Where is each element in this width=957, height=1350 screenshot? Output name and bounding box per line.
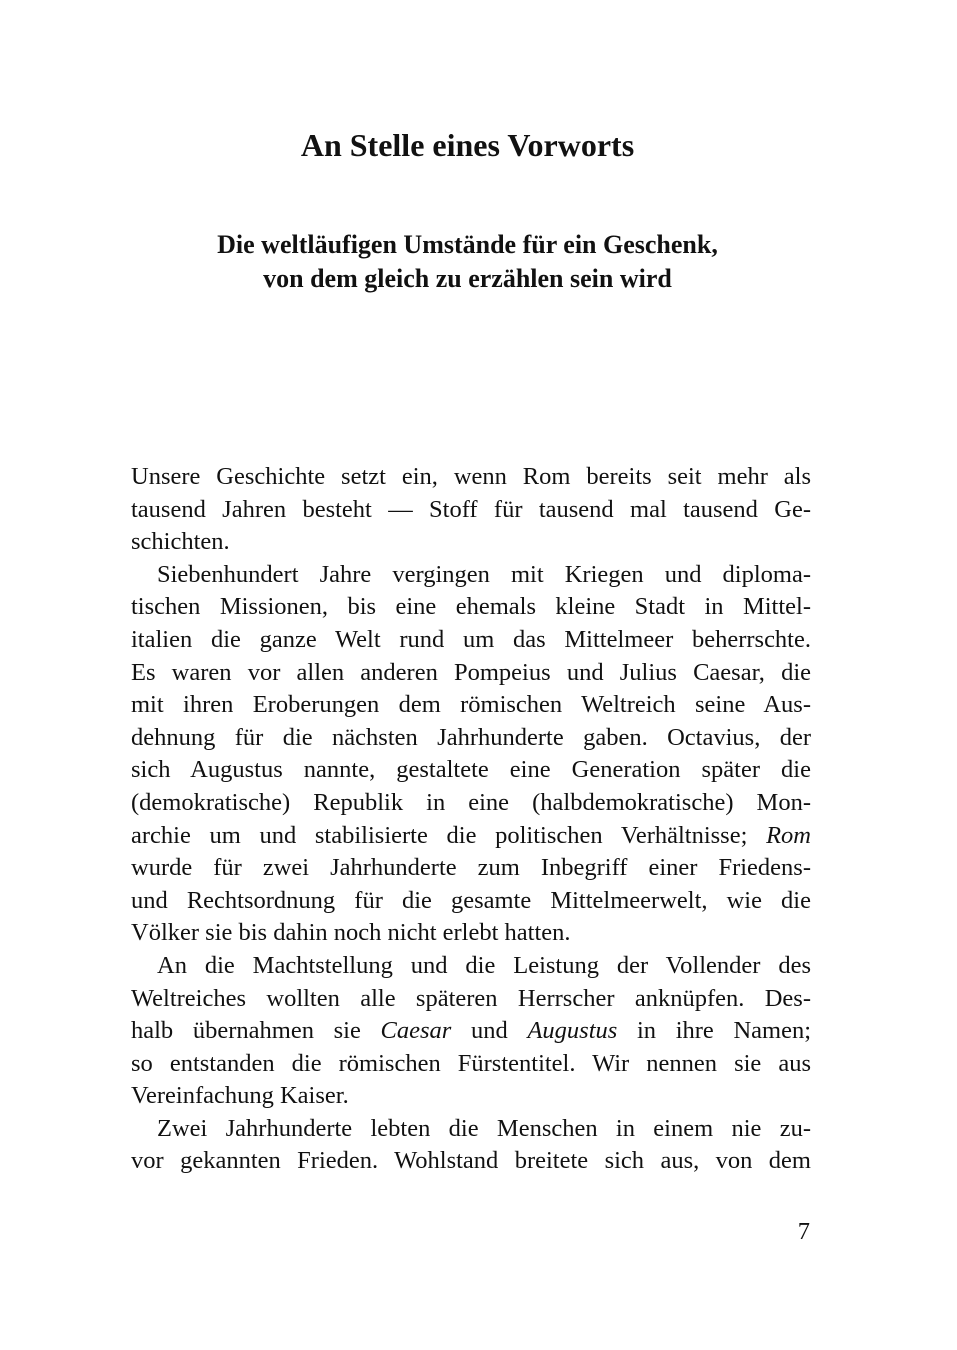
body-line: sich Augustus nannte, gestaltete eine Generation später die (131, 756, 811, 784)
body-line: tischen Missionen, bis eine ehemals kleine Stadt in Mittel- (131, 593, 811, 621)
body-line: und Rechtsordnung für die gesamte Mittelmeerwelt, wie die (131, 886, 811, 914)
body-line-italic: Augustus (527, 1017, 618, 1045)
page-title: An Stelle eines Vorworts (300, 127, 635, 163)
body-line: Siebenhundert Jahre vergingen mit Kriegen und diploma- (157, 560, 811, 588)
body-line: Unsere Geschichte setzt ein, wenn Rom bereits seit mehr als (131, 463, 811, 490)
body-line: schichten. (131, 528, 230, 556)
body-line: wurde für zwei Jahrhunderte zum Inbegriff einer Friedens- (131, 854, 811, 882)
body-line-text: halb übernahmen sie (131, 1017, 361, 1045)
body-line: so entstanden die römischen Fürstentitel. Wir nennen sie aus (131, 1049, 811, 1077)
body-line: dehnung für die nächsten Jahrhunderte gaben. Octavius, der (131, 723, 811, 751)
body-line: vor gekannten Frieden. Wohlstand breitete sich aus, von dem (131, 1147, 811, 1175)
body-line: Es waren vor allen anderen Pompeius und Julius Caesar, die (131, 658, 811, 686)
body-line: (demokratische) Republik in eine (halbdemokratische) Mon- (131, 788, 811, 816)
body-line: Weltreiches wollten alle späteren Herrscher anknüpfen. Des- (131, 984, 811, 1012)
body-text (131, 461, 811, 1178)
body-line-text: und (471, 1017, 508, 1045)
body-line-text: archie um und stabilisierte die politischen Verhältnisse; (131, 821, 748, 849)
body-line: mit ihren Eroberungen dem römischen Weltreich seine Aus- (131, 691, 811, 719)
page-number: 7 (797, 1218, 810, 1245)
body-line (131, 820, 811, 853)
body-line-italic: Rom (766, 821, 811, 849)
body-line: An die Machtstellung und die Leistung der Vollender des (157, 951, 811, 979)
body-line (131, 1015, 811, 1048)
body-line: italien die ganze Welt rund um das Mittelmeer beherrschte. (131, 625, 811, 653)
body-line-italic: Caesar (380, 1017, 452, 1045)
subtitle-line-2: von dem gleich zu erzählen sein wird (263, 264, 672, 293)
body-line: Vereinfachung Kaiser. (131, 1082, 349, 1110)
body-line: Völker sie bis dahin noch nicht erlebt hatten. (131, 919, 571, 947)
body-line: tausend Jahren besteht — Stoff für tausend mal tausend Ge- (131, 495, 811, 523)
subtitle-line-1: Die weltläufigen Umstände für ein Geschenk, (217, 230, 718, 259)
page-subtitle (0, 228, 935, 296)
body-line: Zwei Jahrhunderte lebten die Menschen in einem nie zu- (157, 1114, 811, 1142)
body-line-text: in ihre Namen; (636, 1017, 812, 1045)
